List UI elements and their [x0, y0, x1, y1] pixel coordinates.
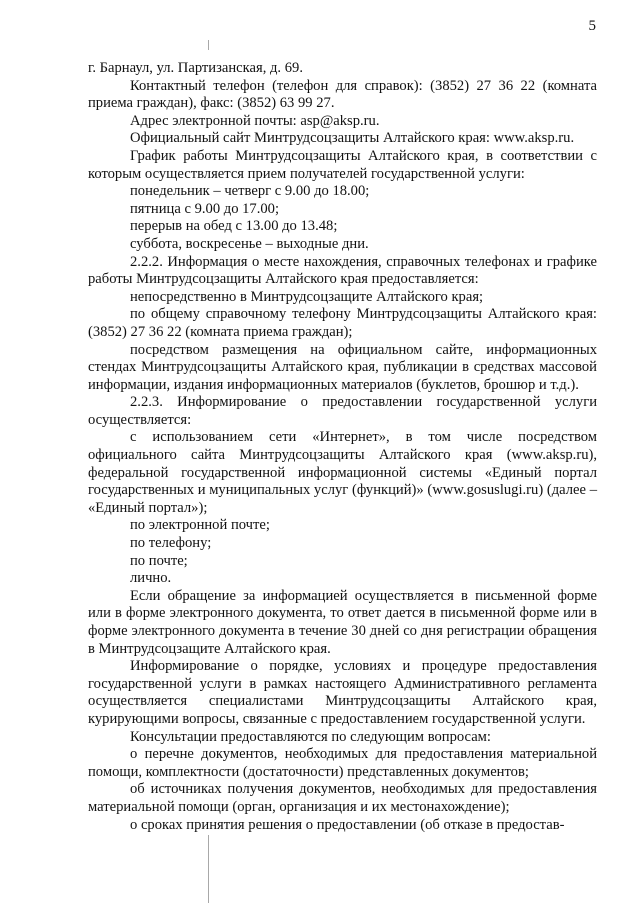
info-channel-publication: посредством размещения на официальном сайте, информационных стендах Минтрудсоцзащиты Алтайского края, публикации в средствах массовой информации, издания информационных материалов (буклетов, брошюр и т.д.).: [88, 341, 597, 393]
scan-artifact-line: [208, 40, 209, 50]
document-body: [88, 60, 597, 834]
contact-phone: Контактный телефон (телефон для справок): (3852) 27 36 22 (комната приема граждан), факс: (3852) 63 99 27.: [88, 77, 597, 112]
schedule-lunch-break: перерыв на обед с 13.00 до 13.48;: [130, 218, 338, 235]
consultation-document-sources: об источниках получения документов, необходимых для предоставления материальной помощи (орган, организация и их местонахождение);: [88, 781, 597, 815]
info-channel-direct: непосредственно в Минтрудсоцзащите Алтайского края;: [130, 288, 484, 305]
informing-procedure-paragraph: Информирование о порядке, условиях и процедуре предоставления государственной услуги в рамках настоящего Административного регламента осуществляется специалистами Минтрудсоцзащиты Алтайского края, курирующими вопросы, связанные с предоставлением государственной услуги.: [88, 658, 597, 727]
scan-artifact-line: [208, 835, 209, 903]
info-method-phone: по телефону;: [130, 535, 212, 552]
official-website: Официальный сайт Минтрудсоцзащиты Алтайского края: www.aksp.ru.: [130, 130, 575, 147]
info-channel-phone: по общему справочному телефону Минтрудсоцзащиты Алтайского края: (3852) 27 36 22 (комната приема граждан);: [88, 306, 597, 340]
work-schedule-intro: График работы Минтрудсоцзащиты Алтайского края, в соответствии с которым осуществляется прием получателей государственной услуги:: [88, 147, 597, 182]
consultation-decision-terms: о сроках принятия решения о предоставлении (об отказе в предостав-: [130, 816, 565, 833]
info-method-internet: с использованием сети «Интернет», в том числе посредством официального сайта Минтрудсоцзащиты Алтайского края (www.aksp.ru), федеральной государственной информационной системы «Единый портал государственных и муниципальных услуг (функций)» (www.gosuslugi.ru) (далее – «Единый портал»);: [88, 429, 597, 516]
section-2-2-2: 2.2.2. Информация о месте нахождения, справочных телефонах и графике работы Минтрудсоцзащиты Алтайского края предоставляется:: [88, 253, 597, 288]
info-method-in-person: лично.: [130, 570, 172, 587]
consultations-intro: Консультации предоставляются по следующим вопросам:: [130, 728, 491, 745]
schedule-weekend: суббота, воскресенье – выходные дни.: [130, 235, 369, 252]
info-method-email: по электронной почте;: [130, 517, 270, 534]
page-number: 5: [588, 18, 596, 34]
address-line: г. Барнаул, ул. Партизанская, д. 69.: [88, 60, 303, 76]
schedule-mon-thu: понедельник – четверг с 9.00 до 18.00;: [130, 183, 370, 200]
schedule-friday: пятница с 9.00 до 17.00;: [130, 200, 280, 217]
consultation-documents-list: о перечне документов, необходимых для предоставления материальной помощи, комплектности (достаточности) представленных документов;: [88, 746, 597, 780]
section-2-2-3: 2.2.3. Информирование о предоставлении государственной услуги осуществляется:: [88, 394, 597, 428]
info-method-post: по почте;: [130, 552, 188, 569]
written-request-paragraph: Если обращение за информацией осуществляется в письменной форме или в форме электронного документа, то ответ дается в письменной форме или в форме электронного документа в течение 30 дней со дня регистрации обращения в Минтрудсоцзащите Алтайского края.: [88, 587, 597, 657]
email-address: Адрес электронной почты: asp@aksp.ru.: [130, 112, 380, 129]
